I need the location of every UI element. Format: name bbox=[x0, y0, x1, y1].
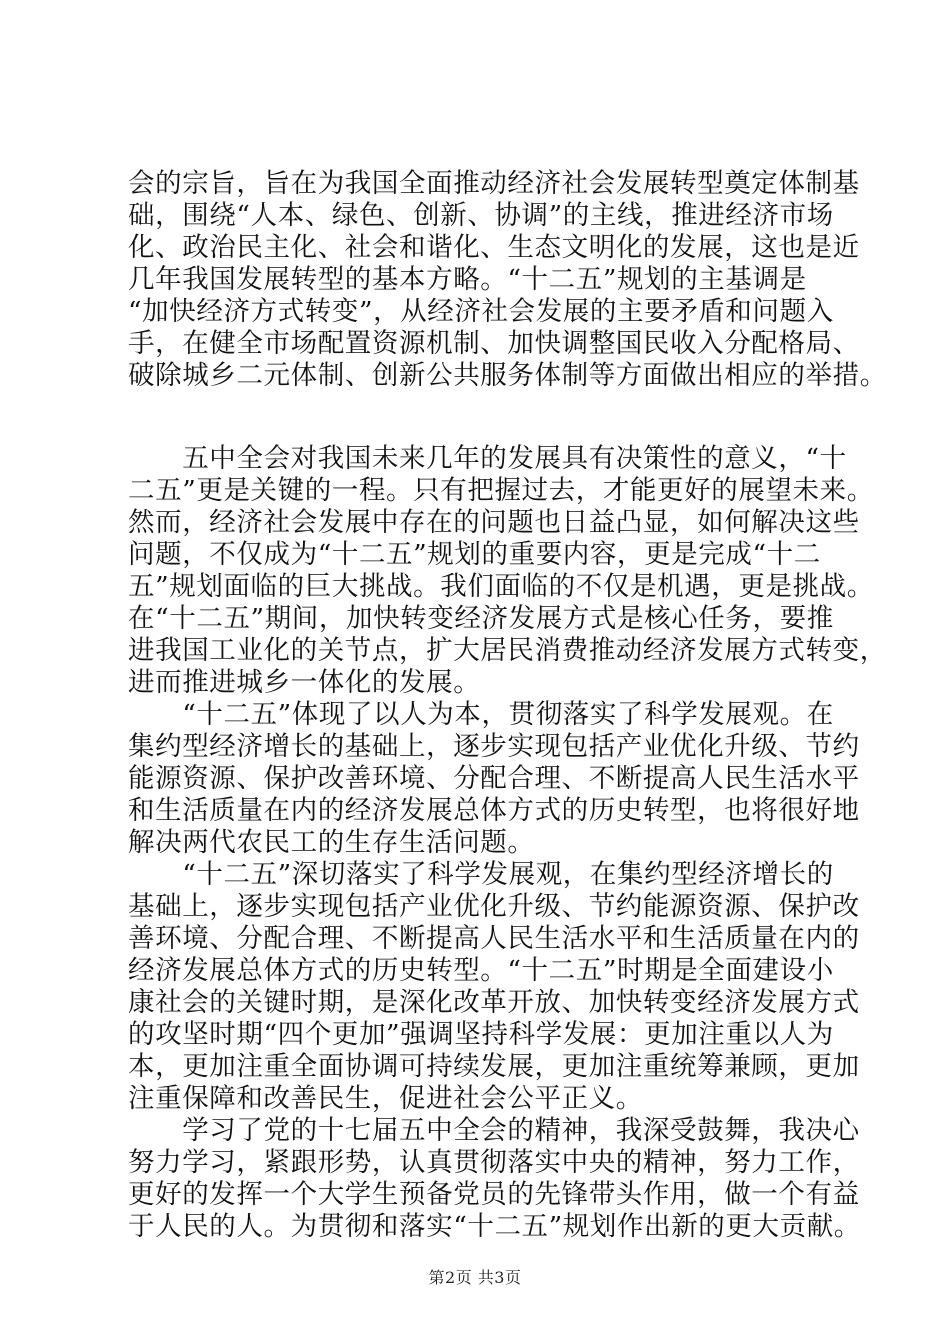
text-line: “十二五”深切落实了科学发展观，在集约型经济增长的 bbox=[128, 859, 834, 890]
text-line: 五”规划面临的巨大挑战。我们面临的不仅是机遇，更是挑战。 bbox=[128, 571, 874, 602]
text-line: 化、政治民主化、社会和谐化、生态文明化的发展，这也是近 bbox=[128, 232, 860, 263]
text-line: 学习了党的十七届五中全会的精神，我深受鼓舞，我决心 bbox=[128, 1115, 860, 1146]
text-line: 经济发展总体方式的历史转型。“十二五”时期是全面建设小 bbox=[128, 955, 834, 986]
text-line: 手，在健全市场配置资源机制、加快调整国民收入分配格局、 bbox=[128, 328, 860, 359]
text-line: 破除城乡二元体制、创新公共服务体制等方面做出相应的举措。 bbox=[128, 360, 887, 391]
text-line: 进而推进城乡一体化的发展。 bbox=[128, 667, 481, 698]
text-line: 和生活质量在内的经济发展总体方式的历史转型，也将很好地 bbox=[128, 795, 860, 826]
text-line: 基础上，逐步实现包括产业优化升级、节约能源资源、保护改 bbox=[128, 891, 860, 922]
text-line: 善环境、分配合理、不断提高人民生活水平和生活质量在内的 bbox=[128, 923, 860, 954]
text-line: 几年我国发展转型的基本方略。“十二五”规划的主基调是 bbox=[128, 264, 807, 295]
text-line: 于人民的人。为贯彻和落实“十二五”规划作出新的更大贡献。 bbox=[128, 1211, 861, 1242]
paragraph-block-2 bbox=[128, 443, 887, 1243]
text-line: 本，更加注重全面协调可持续发展，更加注重统筹兼顾，更加 bbox=[128, 1051, 860, 1082]
text-line: 然而，经济社会发展中存在的问题也日益凸显，如何解决这些 bbox=[128, 507, 860, 538]
text-line: 在“十二五”期间，加快转变经济发展方式是核心任务，要推 bbox=[128, 603, 834, 634]
text-line: 更好的发挥一个大学生预备党员的先锋带头作用，做一个有益 bbox=[128, 1179, 860, 1210]
text-line: 进我国工业化的关节点，扩大居民消费推动经济发展方式转变， bbox=[128, 635, 887, 666]
text-line: 的攻坚时期“四个更加”强调坚持科学发展：更加注重以人为 bbox=[128, 1019, 834, 1050]
text-line: 努力学习，紧跟形势，认真贯彻落实中央的精神，努力工作， bbox=[128, 1147, 860, 1178]
text-line: “十二五”体现了以人为本，贯彻落实了科学发展观。在 bbox=[128, 699, 834, 730]
text-line: 能源资源、保护改善环境、分配合理、不断提高人民生活水平 bbox=[128, 763, 860, 794]
text-line: 会的宗旨，旨在为我国全面推动经济社会发展转型奠定体制基 bbox=[128, 168, 860, 199]
text-line: 二五”更是关键的一程。只有把握过去，才能更好的展望未来。 bbox=[128, 475, 874, 506]
text-line: 五中全会对我国未来几年的发展具有决策性的意义，“十 bbox=[128, 443, 847, 474]
text-line: 解决两代农民工的生存生活问题。 bbox=[128, 827, 535, 858]
paragraph-block-1 bbox=[128, 168, 887, 392]
text-line: 问题，不仅成为“十二五”规划的重要内容，更是完成“十二 bbox=[128, 539, 821, 570]
text-line: 础，围绕“人本、绿色、创新、协调”的主线，推进经济市场 bbox=[128, 200, 834, 231]
text-line: 集约型经济增长的基础上，逐步实现包括产业优化升级、节约 bbox=[128, 731, 860, 762]
page-number-footer: 第2页 共3页 bbox=[428, 1268, 522, 1287]
text-line: “加快经济方式转变”，从经济社会发展的主要矛盾和问题入 bbox=[128, 296, 834, 327]
text-line: 注重保障和改善民生，促进社会公平正义。 bbox=[128, 1083, 643, 1114]
text-line: 康社会的关键时期，是深化改革开放、加快转变经济发展方式 bbox=[128, 987, 860, 1018]
